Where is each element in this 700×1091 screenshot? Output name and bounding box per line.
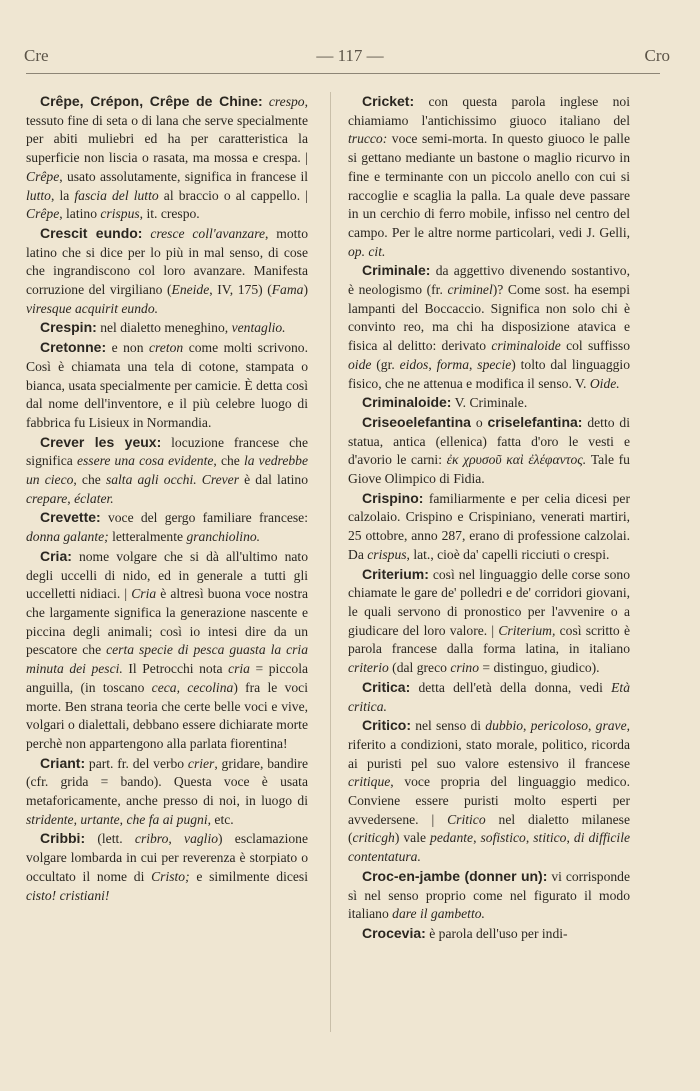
page-number: — 117 —: [316, 46, 384, 65]
entry-text: trucco:: [348, 131, 388, 147]
entry-text: = distinguo, giudico).: [479, 660, 600, 676]
entry-text: dare il gambetto.: [392, 906, 485, 922]
entry-text: ἐκ χρυσοῦ καὶ ἐλέφαντος.: [446, 452, 587, 468]
entry-text: così scritto è parola francese dalla forma latina, in italiano: [348, 622, 630, 657]
entry-text: nome volgare che si dà all'ultimo nato degli uccelli di nido, ed in generale a tutti gli uccelletti nidiaci. |: [26, 548, 308, 602]
dictionary-entry: [348, 867, 630, 924]
entry-headword: Crocevia:: [362, 924, 426, 941]
entry-text: al braccio o al cappello. |: [158, 187, 308, 203]
entry-text: , latino: [59, 206, 101, 222]
entry-text: pericoloso: [530, 718, 589, 734]
entry-headword: Critico:: [362, 717, 411, 734]
dictionary-entry: [348, 489, 630, 565]
entry-text: ceca, cecolina: [151, 679, 234, 695]
entry-text: nel senso di: [411, 718, 486, 734]
entry-text: Criterium,: [498, 622, 556, 638]
running-head-left: Cre: [24, 46, 49, 65]
entry-text: ,: [73, 811, 81, 827]
entry-text: crepare: [26, 490, 68, 506]
entry-headword: Crevette:: [40, 509, 101, 526]
entry-text: granchiolino.: [186, 529, 261, 545]
entry-text: stridente: [26, 811, 74, 827]
entry-text: urtante: [80, 811, 120, 827]
entry-text: o: [470, 414, 488, 430]
entry-text: , tessuto fine di seta o di lana che serve specialmente per abiti muliebri ed ha per caratteristica la superficie non liscia o rasata, ma mossa e crespa. |: [26, 94, 308, 166]
entry-text: sofistico: [480, 830, 526, 846]
entry-headword: Criminaloide:: [362, 394, 452, 411]
entry-text: criterio: [348, 660, 389, 676]
entry-text: ,: [588, 718, 596, 734]
entry-text: con questa parola inglese noi chiamiamo l'antichissimo giuoco italiano del: [348, 94, 630, 128]
entry-text: )? Come sost. ha esempi lampanti del Boccaccio. Significa non solo chi è convinto reo, ma chi ha disposizione atavica e fisica al delitto: derivato: [348, 282, 630, 354]
entry-text: V. Criminale.: [451, 395, 528, 411]
entry-text: , lat., cioè da' capelli ricciuti o crespi.: [406, 546, 610, 562]
entry-text: Età critica.: [348, 679, 630, 714]
entry-text: cisto! cristiani!: [26, 887, 110, 903]
entry-text: eidos: [399, 356, 429, 372]
entry-text: come molti scrivono. Così è chiamata una tela di cotone, stampata o bianca, usata specialmente per camicie. È detta così dal nome dell'inventore, e il più celebre luogo di fabbrica fu Lisieux in Normandia.: [26, 340, 308, 430]
entry-headword: Criant:: [40, 754, 86, 771]
dictionary-entry: [26, 508, 308, 546]
entry-headword: Crescit eundo:: [40, 224, 143, 241]
entry-headword: Critica:: [362, 678, 411, 695]
entry-text: donna galante;: [26, 529, 109, 545]
entry-text: così nel linguaggio delle corse sono chiamate le gare de' polledri e de' corridori giovani, le quali servono di pronostico per l'avvenire o a giudicare del loro valore. |: [348, 566, 630, 638]
entry-text: lutto: [26, 187, 51, 203]
dictionary-entry: [348, 92, 630, 261]
entry-text: Crêpe: [26, 168, 60, 184]
entry-text: ,: [119, 811, 127, 827]
entry-text: (lett.: [85, 831, 135, 847]
entry-text: la vedrebbe un cieco: [26, 453, 308, 488]
entry-text: locuzione francese che significa: [26, 434, 308, 469]
dictionary-entry: [348, 413, 630, 489]
entry-text: , etc.: [207, 811, 234, 827]
entry-text: Il Petrocchi nota: [122, 661, 229, 677]
entry-text: , IV, 175) (: [209, 282, 272, 298]
entry-text: detto di statua, antica (ellenica) fatta d'oro le vesti e d'avorio le carni:: [348, 414, 630, 468]
entry-text: cribro: [134, 831, 169, 847]
entry-text: ,: [428, 356, 437, 372]
entry-text: part. fr. del verbo: [85, 755, 188, 771]
entry-text: stitico: [533, 830, 567, 846]
entry-text: ,: [469, 356, 478, 372]
entry-text: Fama: [271, 282, 304, 298]
entry-text: nel dialetto milanese (: [348, 811, 631, 846]
entry-text: Cristo;: [151, 868, 190, 884]
entry-text: voce semi-morta. In questo giuoco le palle si gettano mediante un bastone o maglio ricurvo in fine e terminante con un piccolo anello con cui si raccoglie e scaglia la palla. La quale deve passare in un cerchio di ferro mobile, infisso nel centro del campo. Per le altre norme particolari, vedi J. Gelli,: [348, 131, 630, 240]
left-column: [26, 92, 308, 905]
dictionary-entry: [348, 565, 630, 678]
entry-text: ,: [168, 831, 185, 847]
entry-text: critique: [348, 774, 391, 790]
entry-headword: Crever les yeux:: [40, 433, 162, 450]
entry-headword: Cretonne:: [40, 339, 107, 356]
entry-text: ,: [523, 718, 531, 734]
entry-text: fascia del lutto: [74, 187, 159, 203]
entry-text: criminaloide: [491, 338, 561, 354]
entry-text: Tale fu Giove Olimpico di Fidia.: [348, 452, 630, 487]
entry-text: forma: [436, 356, 470, 372]
entry-text: salta agli occhi.: [105, 472, 197, 488]
entry-text: (gr.: [371, 356, 400, 372]
dictionary-entry: [348, 393, 630, 413]
entry-text: ) esclamazione volgare lombarda in cui per reverenza è storpiato o occultato il nome di: [26, 831, 309, 884]
entry-headword: Criterium:: [362, 565, 429, 582]
entry-text: , it. crespo.: [139, 206, 200, 222]
header-rule: [26, 73, 660, 74]
dictionary-entry: [26, 318, 308, 338]
entry-text: è dal latino: [239, 472, 309, 488]
entry-text: crispus: [100, 206, 140, 222]
entry-text: , la: [50, 187, 75, 203]
dictionary-entry: [26, 829, 308, 905]
entry-text: oide: [348, 356, 372, 372]
entry-text: , usato assolutamente, significa in francese il: [59, 168, 308, 184]
entry-text: nel dialetto meneghino,: [96, 320, 232, 336]
entry-text: vi corrisponde sì nel senso proprio come nel figurato il modo italiano: [348, 868, 630, 922]
entry-text: ) vale: [394, 830, 431, 846]
entry-headword: Cricket:: [362, 93, 415, 109]
dictionary-entry: [26, 92, 308, 224]
entry-text: Oide.: [589, 375, 620, 391]
entry-headword: Cria:: [40, 547, 72, 564]
entry-headword: Crêpe, Crépon, Crêpe de Chine:: [40, 93, 263, 109]
right-column: [348, 92, 630, 944]
dictionary-entry: [348, 716, 630, 867]
dictionary-entry: [26, 338, 308, 433]
entry-text: cresce coll'avanzare: [150, 225, 266, 241]
entry-text: voce del gergo familiare francese:: [100, 510, 308, 526]
entry-text: crier: [187, 755, 215, 771]
entry-text: essere una cosa evidente: [76, 453, 214, 469]
entry-text: Critico: [447, 811, 486, 827]
entry-text: criminel: [447, 282, 493, 298]
entry-text: che fa ai pugni: [126, 811, 208, 827]
dictionary-entry: [26, 433, 308, 509]
entry-text: di difficile contentatura.: [348, 830, 631, 865]
entry-text: éclater.: [74, 490, 114, 506]
entry-headword: Criseoelefantina: [362, 413, 471, 430]
entry-text: Cria: [131, 586, 157, 602]
entry-text: ,: [67, 490, 75, 506]
entry-headword: Crispino:: [362, 489, 424, 506]
entry-text: col suffisso: [560, 338, 630, 354]
dictionary-entry: [26, 224, 308, 319]
entry-text: viresque acquirit eundo.: [26, 300, 159, 316]
entry-text: crespo: [268, 94, 305, 109]
entry-text: certa specie di pesca guasta la cria minuta dei pesci.: [26, 642, 308, 677]
entry-text: , che: [213, 453, 244, 469]
entry-text: pedante: [430, 830, 474, 846]
entry-headword: Croc-en-jambe (donner un):: [362, 867, 548, 884]
entry-text: creton: [148, 340, 184, 356]
entry-text: grave: [595, 718, 627, 734]
entry-text: ): [303, 282, 308, 298]
entry-text: letteralmente: [108, 529, 187, 545]
entry-text: = piccola anguilla, (in toscano: [26, 661, 309, 695]
entry-text: dubbio: [485, 718, 524, 734]
entry-text: Crêpe: [26, 206, 60, 222]
entry-text: vaglio: [184, 831, 219, 847]
entry-text: ) tolto dal linguaggio fisico, che ne attenua e modifica il senso. V.: [348, 356, 631, 391]
entry-text: ) fra le voci morte. Ben strana teoria che certe belle voci e vive, volgari o dialettali, debbano essere dichiarate morte perchè non appartengono alla parlata fiorentina!: [26, 679, 308, 751]
dictionary-entry: [348, 261, 630, 393]
entry-headword: criselefantina:: [487, 413, 583, 430]
entry-text: familiarmente e per celia dicesi per calzolaio. Crispino e Crispiniano, venerati martiri, 25 ottobre, anno 287, erano di professione calzolai. Da: [348, 490, 630, 562]
dictionary-entry: [348, 924, 630, 944]
entry-text: criticgh: [352, 830, 395, 846]
entry-text: da aggettivo divenendo sostantivo, è neologismo (fr.: [348, 263, 630, 298]
entry-text: Crever: [201, 472, 240, 488]
entry-headword: Cribbi:: [40, 830, 86, 847]
entry-text: , riferito a condizioni, stato morale, politico, ricorda ai puristi pel suo valore estensivo il francese: [348, 718, 631, 771]
entry-text: ,: [566, 830, 574, 846]
entry-text: specie: [477, 356, 512, 372]
entry-headword: Criminale:: [362, 262, 431, 279]
entry-text: , voce propria del linguaggio medico. Conviene essere puristi molto esperti per avvedersene. |: [348, 774, 630, 827]
dictionary-entry: [348, 678, 630, 716]
entry-text: (dal greco: [388, 660, 451, 676]
entry-text: e non: [106, 340, 149, 356]
running-head: [24, 46, 676, 68]
dictionary-entry: [26, 547, 308, 754]
entry-text: detta dell'età della donna, vedi: [410, 679, 612, 695]
entry-text: ventaglio.: [231, 320, 286, 336]
entry-text: op. cit.: [348, 243, 386, 259]
entry-text: ,: [525, 830, 534, 846]
entry-headword: Crespin:: [40, 319, 97, 336]
entry-text: e similmente dicesi: [189, 868, 308, 884]
entry-text: , che: [73, 472, 106, 488]
entry-text: è altresì buona voce nostra che largamente significa la generazione nascente e piccina degli animali; così io intesi dire da un pescatore che: [26, 586, 309, 658]
entry-text: , motto latino che si dice per lo più in mal senso, di cose che ingrandiscono col loro avanzare. Manifesta corruzione del virgiliano (: [26, 225, 308, 298]
dictionary-entry: [26, 754, 308, 830]
column-divider: [330, 92, 331, 1032]
entry-text: crispus: [367, 546, 407, 562]
entry-text: cria: [228, 661, 250, 677]
entry-text: , gridare, bandire (cfr. grida = bando). Questa voce è usata metaforicamente, anche presso di noi, in luogo di: [26, 755, 308, 809]
entry-text: crino: [450, 660, 480, 676]
entry-text: è parola dell'uso per indi-: [425, 925, 568, 941]
entry-text: ,: [473, 830, 481, 846]
running-head-right: Cro: [644, 46, 670, 65]
entry-text: Eneide: [171, 282, 210, 298]
